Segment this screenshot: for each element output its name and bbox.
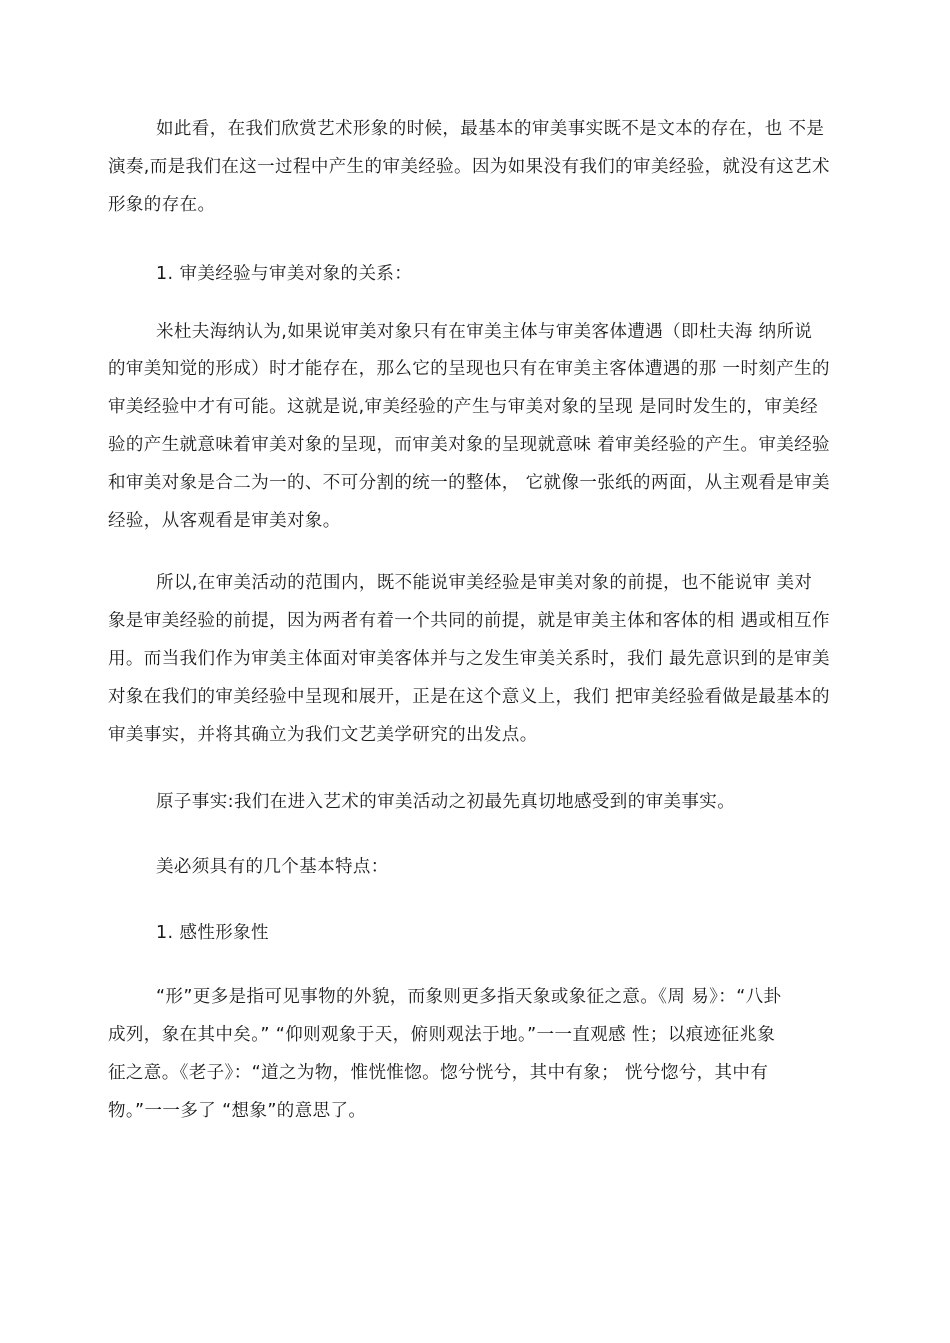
para2-line3: 审美经验中才有可能。这就是说,审美经验的产生与审美对象的呈现 是同时发生的，审美经 bbox=[108, 397, 819, 417]
para2-line4: 验的产生就意味着审美对象的呈现，而审美对象的呈现就意味 着审美经验的产生。审美经验 bbox=[108, 435, 830, 455]
para2-line6: 经验，从客观看是审美对象。 bbox=[108, 511, 341, 531]
para4-line2: 成列，象在其中矣。” “仰则观象于天，俯则观法于地。”一一直观感 性；以痕迹征兆象 bbox=[108, 1025, 776, 1045]
para1-line1: 如此看，在我们欣赏艺术形象的时候，最基本的审美事实既不是文本的存在，也 不是 bbox=[156, 119, 825, 139]
atomic-fact-line: 原子事实:我们在进入艺术的审美活动之初最先真切地感受到的审美事实。 bbox=[156, 792, 736, 812]
para3-line4: 对象在我们的审美经验中呈现和展开，正是在这个意义上，我们 把审美经验看做是最基本的 bbox=[108, 687, 830, 707]
para2-line5: 和审美对象是合二为一的、不可分割的统一的整体， 它就像一张纸的两面，从主观看是审美 bbox=[108, 473, 830, 493]
heading-relation: 1. 审美经验与审美对象的关系： bbox=[156, 264, 413, 284]
para2-line2: 的审美知觉的形成）时才能存在，那么它的呈现也只有在审美主客体遭遇的那 一时刻产生的 bbox=[108, 359, 830, 379]
beauty-features-line: 美必须具有的几个基本特点： bbox=[156, 857, 389, 877]
heading-sensory-image: 1. 感性形象性 bbox=[156, 923, 269, 943]
para2-line1: 米杜夫海纳认为,如果说审美对象只有在审美主体与审美客体遭遇（即杜夫海 纳所说 bbox=[156, 322, 813, 342]
para4-line1: “形”更多是指可见事物的外貌，而象则更多指天象或象征之意。《周 易》：“八卦 bbox=[156, 987, 782, 1007]
para3-line1: 所以,在审美活动的范围内，既不能说审美经验是审美对象的前提，也不能说审 美对 bbox=[156, 573, 813, 593]
para4-line4: 物。”一一多了 “想象”的意思了。 bbox=[108, 1101, 367, 1121]
para3-line3: 用。而当我们作为审美主体面对审美客体并与之发生审美关系时，我们 最先意识到的是审美 bbox=[108, 649, 830, 669]
para4-line3: 征之意。《老子》：“道之为物，惟恍惟惚。惚兮恍兮，其中有象； 恍兮惚兮，其中有 bbox=[108, 1063, 769, 1083]
para1-line3: 形象的存在。 bbox=[108, 195, 216, 215]
para3-line2: 象是审美经验的前提，因为两者有着一个共同的前提，就是审美主体和客体的相 遇或相互作 bbox=[108, 611, 830, 631]
para1-line2: 演奏,而是我们在这一过程中产生的审美经验。因为如果没有我们的审美经验，就没有这艺术 bbox=[108, 157, 830, 177]
para3-line5: 审美事实，并将其确立为我们文艺美学研究的出发点。 bbox=[108, 725, 538, 745]
